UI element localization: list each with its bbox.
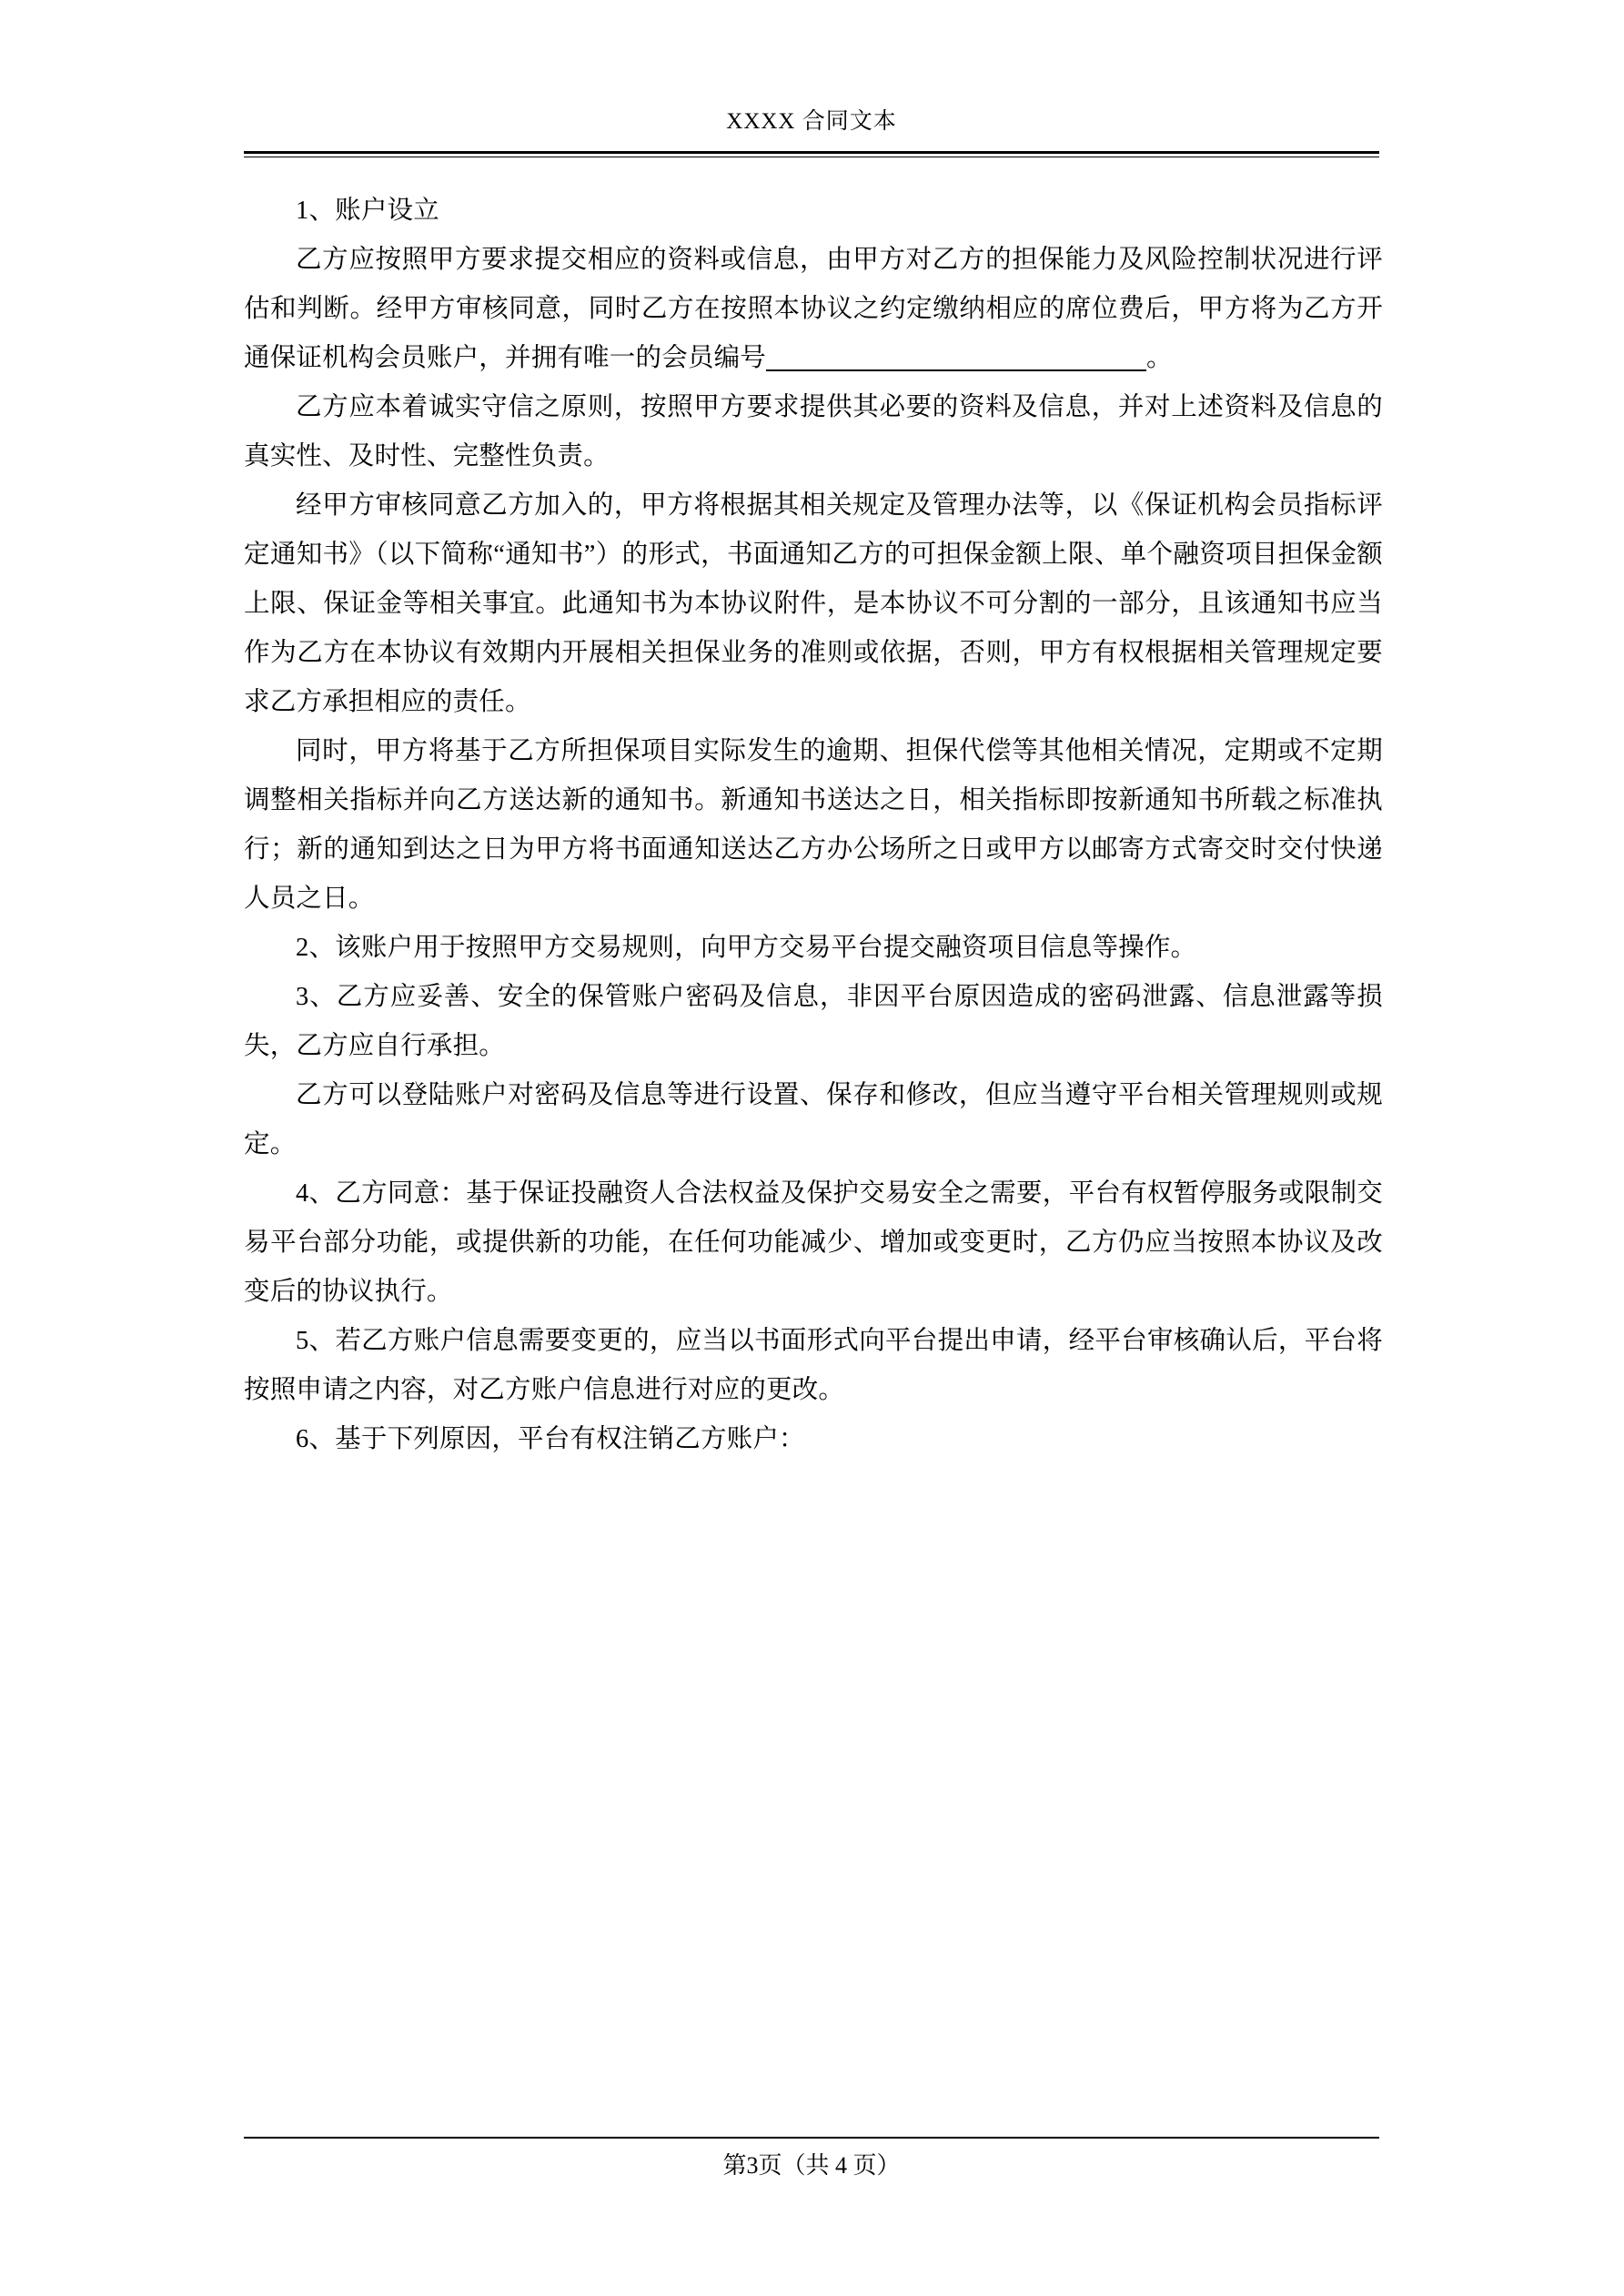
- header-divider-thick: [244, 151, 1379, 154]
- paragraph-item-6: 6、基于下列原因，平台有权注销乙方账户：: [296, 1425, 805, 1453]
- paragraph-member-account: [244, 236, 1383, 383]
- page-footer: [244, 2148, 1379, 2184]
- page-header: [244, 107, 1379, 137]
- document-body: [244, 187, 1383, 1464]
- header-title: XXXX 合同文本: [726, 109, 897, 134]
- paragraph-login-settings: 乙方可以登陆账户对密码及信息等进行设置、保存和修改，但应当遵守平台相关管理规则或规定。: [244, 1081, 1383, 1158]
- paragraph-item-4: 4、乙方同意：基于保证投融资人合法权益及保护交易安全之需要，平台有权暂停服务或限制交易平台部分功能，或提供新的功能，在任何功能减少、增加或变更时，乙方仍应当按照本协议及改变后的协议执行。: [244, 1179, 1383, 1306]
- paragraph-notice-document: 经甲方审核同意乙方加入的，甲方将根据其相关规定及管理办法等，以《保证机构会员指标评定通知书》（以下简称“通知书”）的形式，书面通知乙方的可担保金额上限、单个融资项目担保金额上限、保证金等相关事宜。此通知书为本协议附件，是本协议不可分割的一部分，且该通知书应当作为乙方在本协议有效期内开展相关担保业务的准则或依据，否则，甲方有权根据相关管理规定要求乙方承担相应的责任。: [244, 491, 1383, 716]
- paragraph-honesty-principle: 乙方应本着诚实守信之原则，按照甲方要求提供其必要的资料及信息，并对上述资料及信息的真实性、及时性、完整性负责。: [244, 393, 1383, 470]
- paragraph-member-account-text-a: 乙方应按照甲方要求提交相应的资料或信息，由甲方对乙方的担保能力及风险控制状况进行评估和判断。经甲方审核同意，同时乙方在按照本协议之约定缴纳相应的席位费后，甲方将为乙方开通保证机构会员账户，并拥有唯一的会员编号: [244, 246, 1383, 372]
- paragraph-item-3: 3、乙方应妥善、安全的保管账户密码及信息，非因平台原因造成的密码泄露、信息泄露等损失，乙方应自行承担。: [244, 983, 1383, 1060]
- member-number-blank-field[interactable]: [766, 342, 1146, 371]
- page-number-label: 第3页（共 4 页）: [722, 2152, 901, 2179]
- paragraph-member-account-text-b: 。: [1146, 344, 1173, 372]
- section-heading-account-setup: 1、账户设立: [296, 197, 439, 225]
- paragraph-item-2: 2、该账户用于按照甲方交易规则，向甲方交易平台提交融资项目信息等操作。: [296, 934, 1197, 962]
- paragraph-item-5: 5、若乙方账户信息需要变更的，应当以书面形式向平台提出申请，经平台审核确认后，平台将按照申请之内容，对乙方账户信息进行对应的更改。: [244, 1327, 1383, 1404]
- footer-divider: [244, 2137, 1379, 2139]
- paragraph-indicator-adjustment: 同时，甲方将基于乙方所担保项目实际发生的逾期、担保代偿等其他相关情况，定期或不定期调整相关指标并向乙方送达新的通知书。新通知书送达之日，相关指标即按新通知书所载之标准执行；新的通知到达之日为甲方将书面通知送达乙方办公场所之日或甲方以邮寄方式寄交时交付快递人员之日。: [244, 737, 1383, 913]
